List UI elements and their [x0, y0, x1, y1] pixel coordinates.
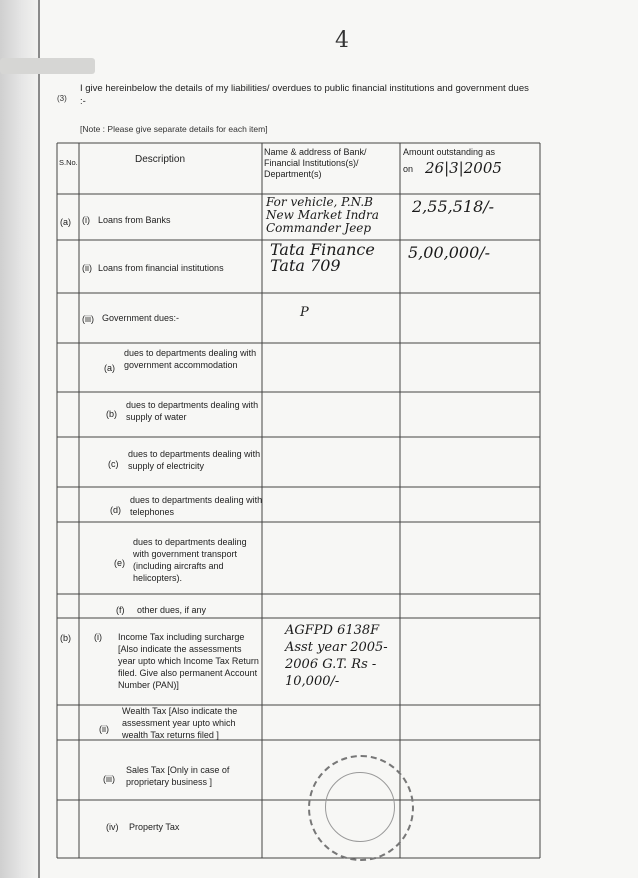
row-desc: Property Tax — [129, 822, 180, 832]
header-description: Description — [135, 154, 186, 165]
row-sub: (iv) — [106, 822, 119, 832]
row-sno: (b) — [60, 633, 71, 643]
row-sub: (a) — [104, 363, 115, 373]
row-desc: Loans from Banks — [98, 215, 171, 225]
row-sub: (ii) — [82, 263, 92, 273]
row-sub: (iii) — [103, 774, 115, 784]
row-desc: dues to departments dealing with supply of electricity — [128, 449, 261, 471]
row-desc: other dues, if any — [137, 605, 207, 615]
header-amount-on: on — [403, 164, 414, 174]
row-desc: Wealth Tax [Also indicate the assessment year upto which wealth Tax returns filed ] — [122, 706, 238, 740]
row-sub: (e) — [114, 558, 125, 568]
row-amount-handwritten: 2,55,518/- — [412, 197, 495, 216]
page-number: 4 — [335, 28, 349, 53]
header-amount-label: Amount outstanding as — [403, 147, 496, 157]
row-desc: dues to departments dealing with telephones — [130, 495, 263, 517]
row-sno: (a) — [60, 217, 71, 227]
row-name-handwritten: P — [300, 305, 309, 320]
row-desc: Income Tax including surcharge [Also indicate the assessments year upto which Income Tax Return filed. Give also permanent Account Number (PAN)] — [118, 632, 259, 690]
section-label: (3) — [57, 94, 67, 103]
row-sub: (b) — [106, 409, 117, 419]
row-sub: (d) — [110, 505, 121, 515]
row-desc: dues to departments dealing with government accommodation — [124, 348, 257, 370]
row-name-handwritten: For vehicle, P.N.B New Market Indra Commander Jeep — [266, 195, 379, 235]
row-amount-handwritten: 5,00,000/- — [408, 243, 491, 262]
row-sub: (f) — [116, 605, 125, 615]
note-text: [Note : Please give separate details for each item] — [80, 124, 268, 134]
row-sub: (iii) — [82, 314, 94, 324]
row-name-handwritten: Tata Finance Tata 709 — [270, 240, 375, 275]
row-sub: (i) — [82, 215, 90, 225]
row-sub: (ii) — [99, 724, 109, 734]
header-amount-date: 26|3|2005 — [425, 159, 502, 177]
row-sub: (i) — [94, 632, 102, 642]
intro-text: I give hereinbelow the details of my liabilities/ overdues to public financial institutions and government dues :- — [80, 83, 529, 107]
header-sno: S.No. — [59, 158, 78, 167]
row-desc: Sales Tax [Only in case of proprietary business ] — [126, 765, 230, 787]
stamp-inner-ring — [325, 772, 395, 842]
header-name-address: Name & address of Bank/ Financial Institutions(s)/ Department(s) — [264, 147, 367, 179]
row-desc: Government dues:- — [102, 313, 180, 323]
row-desc: Loans from financial institutions — [98, 263, 224, 273]
row-name-handwritten: AGFPD 6138F Asst year 2005-2006 G.T. Rs - 10,000/- — [285, 623, 388, 689]
row-desc: dues to departments dealing with supply of water — [126, 400, 259, 422]
row-desc: dues to departments dealing with government transport (including aircrafts and helicopters). — [133, 537, 247, 583]
row-sub: (c) — [108, 459, 119, 469]
